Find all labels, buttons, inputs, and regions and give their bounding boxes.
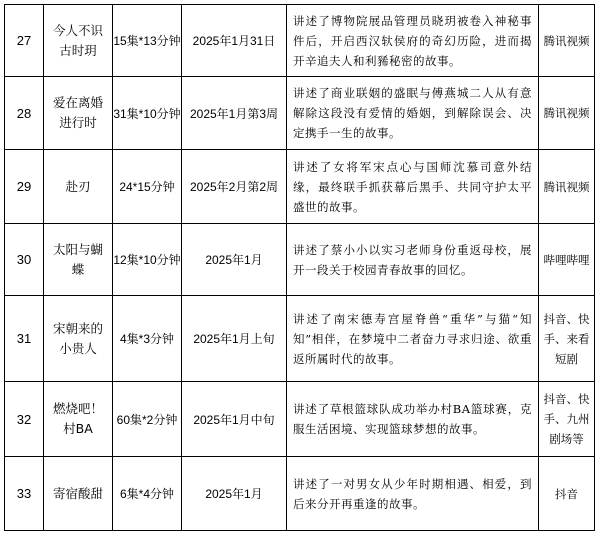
- drama-title: 宋朝来的小贵人: [44, 296, 113, 382]
- table-row: [5, 224, 595, 296]
- row-index: 33: [5, 457, 44, 531]
- synopsis: 讲述了一对男女从少年时期相遇、相爱，到后来分开再重逢的故事。: [287, 457, 539, 531]
- synopsis: 讲述了南宋德寿宫屋脊兽“重华”与猫“知知”相伴，在梦境中二者奋力寻求归途、欲重返所属时代的故事。: [287, 296, 539, 382]
- drama-title: 爱在离婚进行时: [44, 77, 113, 150]
- table-row: [5, 150, 595, 224]
- row-index: 30: [5, 224, 44, 296]
- synopsis: 讲述了蔡小小以实习老师身份重返母校，展开一段关于校园青春故事的回忆。: [287, 224, 539, 296]
- synopsis: 讲述了博物院展品管理员晓玥被卷入神秘事件后，开启西汉轪侯府的奇幻历险，进而揭开辛追夫人和利豨秘密的故事。: [287, 5, 539, 77]
- row-index: 27: [5, 5, 44, 77]
- release-date: 2025年1月上旬: [182, 296, 287, 382]
- episode-info: 24*15分钟: [113, 150, 182, 224]
- drama-title: 赴刃: [44, 150, 113, 224]
- synopsis: 讲述了商业联姻的盛眠与傅燕城二人从有意解除这段没有爱情的婚姻，到解除误会、决定携手一生的故事。: [287, 77, 539, 150]
- drama-title: 太阳与蝴蝶: [44, 224, 113, 296]
- episode-info: 15集*13分钟: [113, 5, 182, 77]
- synopsis: 讲述了女将军宋点心与国师沈慕司意外结缘，最终联手抓获幕后黑手、共同守护太平盛世的故事。: [287, 150, 539, 224]
- release-date: 2025年2月第2周: [182, 150, 287, 224]
- table-row: [5, 382, 595, 457]
- platform: 腾讯视频: [539, 150, 595, 224]
- drama-table: [4, 4, 595, 531]
- table-row: [5, 77, 595, 150]
- release-date: 2025年1月31日: [182, 5, 287, 77]
- release-date: 2025年1月: [182, 224, 287, 296]
- platform: 抖音、快手、来看短剧: [539, 296, 595, 382]
- drama-title: 寄宿酸甜: [44, 457, 113, 531]
- episode-info: 12集*10分钟: [113, 224, 182, 296]
- release-date: 2025年1月: [182, 457, 287, 531]
- platform: 抖音、快手、九州剧场等: [539, 382, 595, 457]
- release-date: 2025年1月中旬: [182, 382, 287, 457]
- drama-title: 今人不识古时玥: [44, 5, 113, 77]
- episode-info: 4集*3分钟: [113, 296, 182, 382]
- table-row: [5, 457, 595, 531]
- synopsis: 讲述了草根篮球队成功举办村BA篮球赛，克服生活困境、实现篮球梦想的故事。: [287, 382, 539, 457]
- row-index: 28: [5, 77, 44, 150]
- platform: 腾讯视频: [539, 77, 595, 150]
- table-row: [5, 5, 595, 77]
- drama-title: 燃烧吧！村BA: [44, 382, 113, 457]
- row-index: 31: [5, 296, 44, 382]
- drama-table-container: [4, 4, 594, 531]
- table-row: [5, 296, 595, 382]
- episode-info: 60集*2分钟: [113, 382, 182, 457]
- platform: 哔哩哔哩: [539, 224, 595, 296]
- row-index: 32: [5, 382, 44, 457]
- episode-info: 6集*4分钟: [113, 457, 182, 531]
- release-date: 2025年1月第3周: [182, 77, 287, 150]
- episode-info: 31集*10分钟: [113, 77, 182, 150]
- platform: 抖音: [539, 457, 595, 531]
- row-index: 29: [5, 150, 44, 224]
- platform: 腾讯视频: [539, 5, 595, 77]
